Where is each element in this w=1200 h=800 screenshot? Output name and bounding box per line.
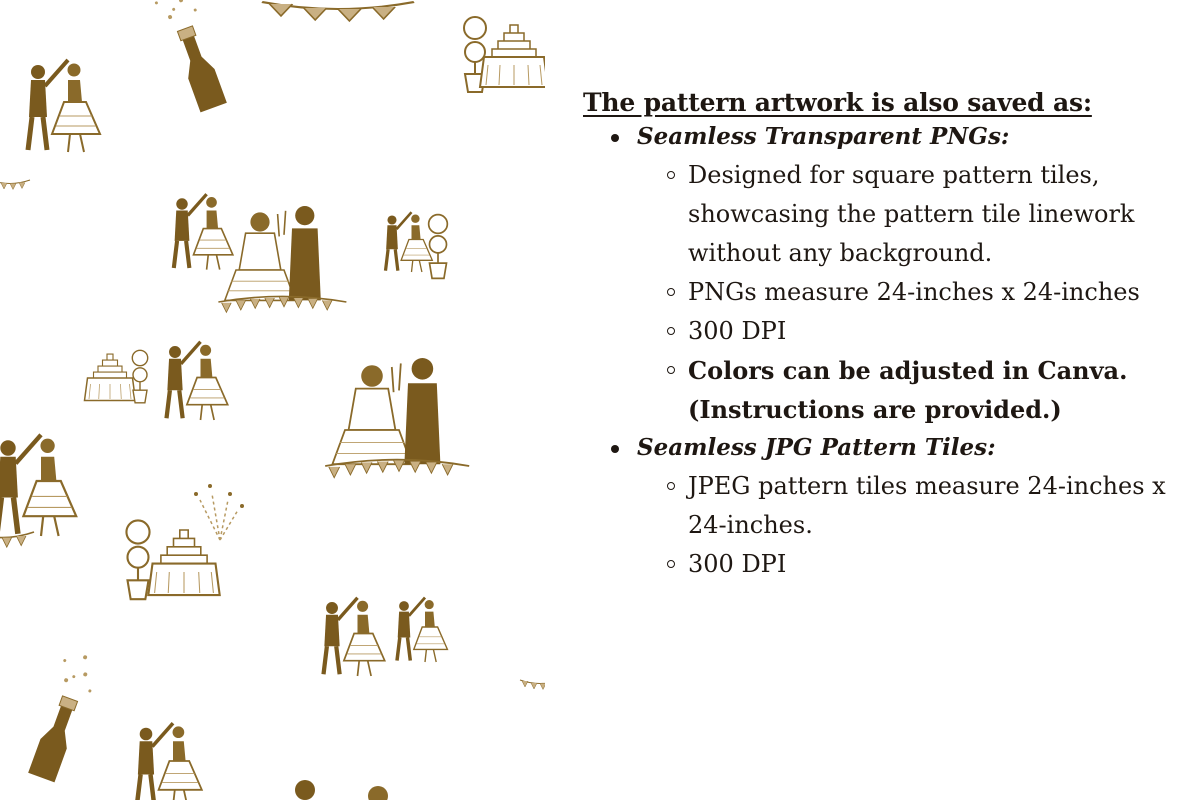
illustration-dancing-couple (174, 194, 233, 269)
illustration-champagne-bottle (151, 0, 230, 114)
format-list-jpg (583, 429, 1183, 584)
illustration-dancing-couple (137, 723, 202, 800)
illustration-champagne-tower (480, 25, 545, 87)
list-item: Colors can be adjusted in Canva. (Instructions are provided.) (637, 351, 1183, 429)
illustration-bunting-right (520, 680, 545, 690)
list-item: JPEG pattern tiles measure 24-inches x 24-inches. (637, 467, 1183, 545)
illustration-toasting-couple (325, 358, 469, 478)
illustration-toasting-couple (218, 206, 346, 312)
illustration-partial-bottom (295, 780, 388, 800)
illustration-topiary (132, 350, 147, 403)
illustration-topiary (429, 215, 448, 279)
illustration-dancing-couple (386, 212, 433, 272)
illustration-dancing-couple (397, 598, 447, 662)
illustration-topiary (126, 520, 149, 599)
list-item: 300 DPI (637, 312, 1183, 351)
illustration-bunting-left (0, 180, 30, 190)
illustration-dancing-couple (28, 60, 100, 152)
list-item (583, 429, 1183, 584)
page-title: The pattern artwork is also saved as: (583, 88, 1092, 117)
illustration-fireworks (194, 484, 244, 540)
illustration-bunting-left (0, 532, 34, 547)
section-label: Seamless Transparent PNGs: (637, 123, 1010, 150)
illustration-champagne-tower (148, 530, 219, 595)
details-panel (583, 88, 1183, 584)
illustration-dancing-couple (167, 342, 228, 420)
list-item: PNGs measure 24-inches x 24-inches (637, 273, 1183, 312)
list-item (583, 118, 1183, 429)
format-list-png (583, 118, 1183, 429)
list-item: Designed for square pattern tiles, showcasing the pattern tile linework without any background. (637, 156, 1183, 273)
illustration-dancing-couple (324, 598, 385, 676)
illustration-man-partial (0, 435, 76, 536)
illustration-bunting-top (262, 2, 414, 21)
illustration-champagne-tower (85, 354, 136, 401)
pattern-artwork-panel (0, 0, 545, 800)
list-item: 300 DPI (637, 545, 1183, 584)
illustration-champagne-bottle (23, 649, 102, 784)
section-label: Seamless JPG Pattern Tiles: (637, 434, 996, 461)
